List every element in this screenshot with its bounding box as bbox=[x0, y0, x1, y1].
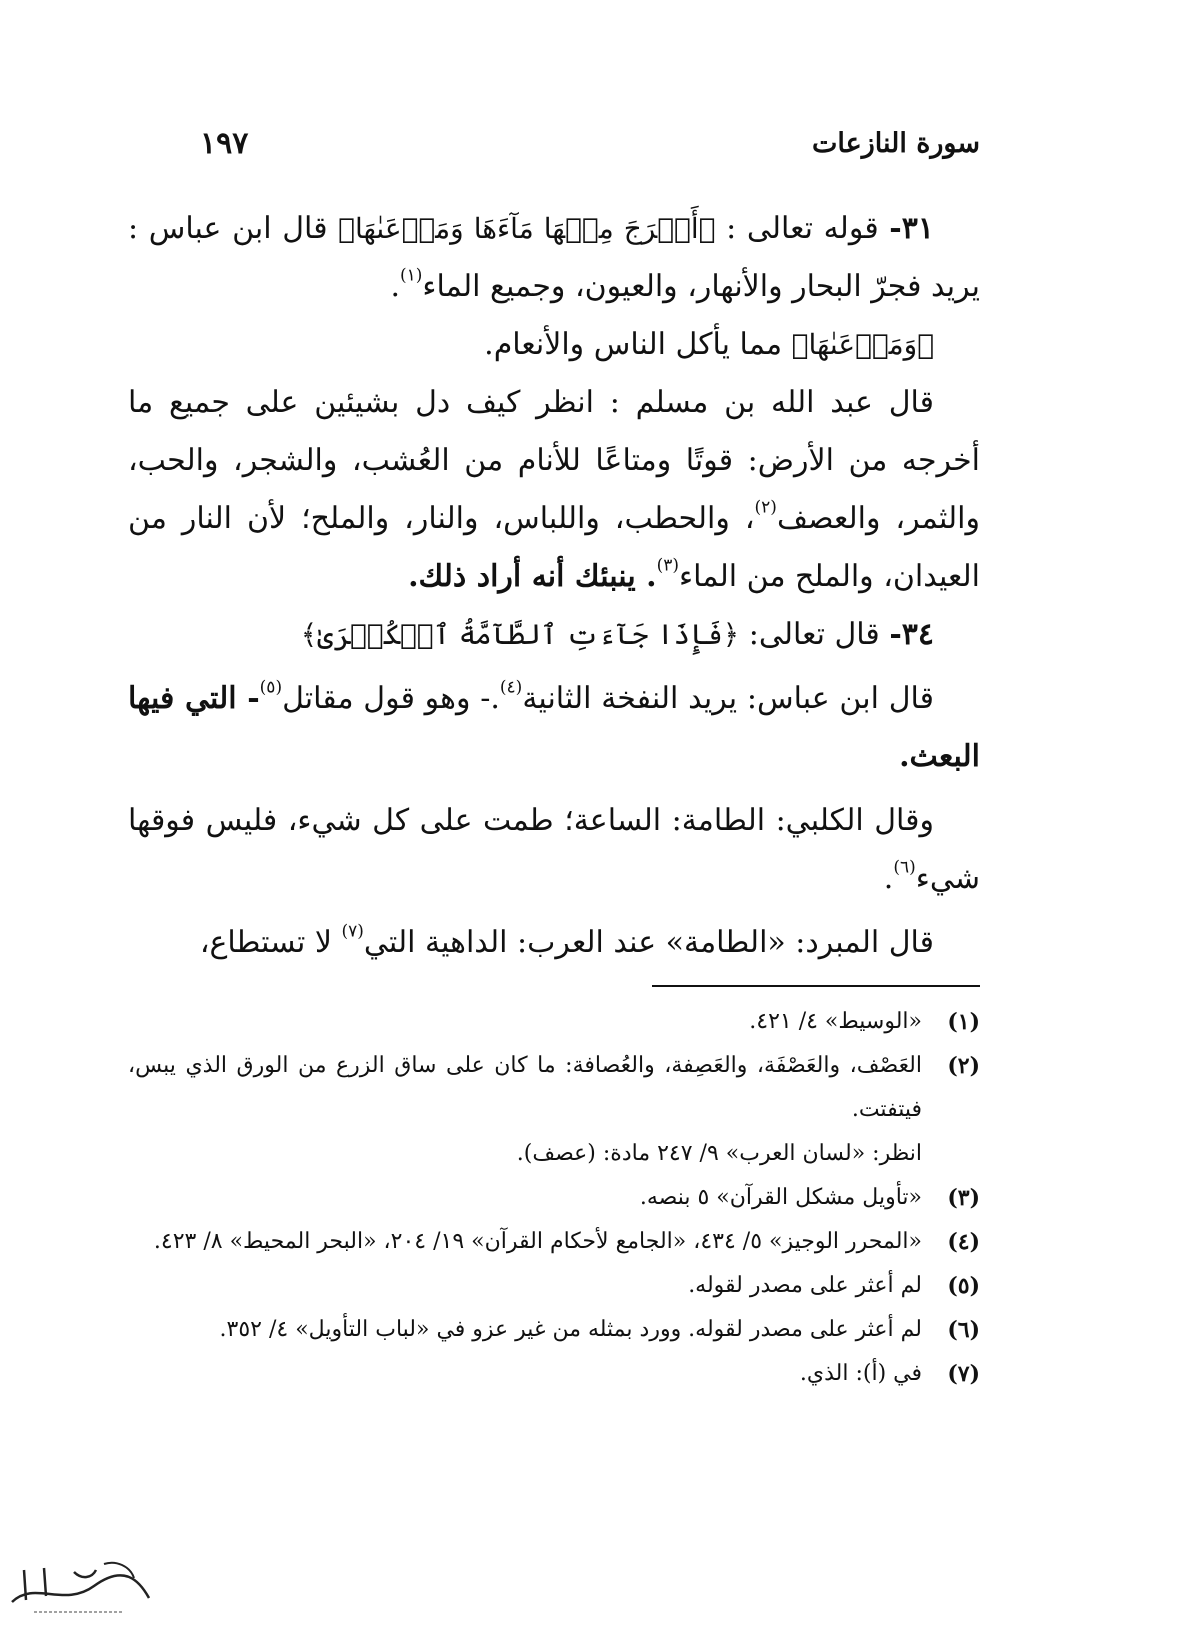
paragraph-marahaa bbox=[128, 316, 980, 374]
footnote-body bbox=[128, 1044, 922, 1176]
footnote-text: «المحرر الوجيز» ٥/ ٤٣٤، «الجامع لأحكام القرآن» ١٩/ ٢٠٤، «البحر المحيط» ٨/ ٤٢٣. bbox=[153, 1229, 922, 1254]
quran-quote: ﴿ فَإِذَا جَآءَتِ ٱلطَّآمَّةُ ٱلۡكُبۡرَىٰ ﴾ bbox=[301, 618, 739, 651]
footnote-item bbox=[128, 1308, 980, 1352]
footnote-ref[interactable]: (٣) bbox=[656, 555, 680, 576]
footnote-ref[interactable]: (٤) bbox=[499, 677, 523, 698]
paragraph-text: .- وهو قول مقاتل bbox=[282, 681, 500, 716]
footnote-ref[interactable]: (٥) bbox=[259, 677, 283, 698]
footnote-number: (٥) bbox=[947, 1273, 980, 1299]
paragraph-mubarrad bbox=[128, 914, 980, 972]
paragraph-text: . bbox=[883, 861, 894, 896]
footnote-number: (٦) bbox=[947, 1317, 980, 1343]
page-number: ١٩٧ bbox=[200, 125, 249, 161]
paragraph-text: مما يأكل الناس والأنعام. bbox=[484, 327, 792, 362]
footnote-text: «تأويل مشكل القرآن» ٥ بنصه. bbox=[639, 1185, 922, 1210]
paragraph-text: . ينبئك أنه أراد ذلك. bbox=[408, 559, 657, 594]
footnote-item bbox=[128, 1044, 980, 1176]
footnotes bbox=[128, 1000, 980, 1396]
footnote-item bbox=[128, 1220, 980, 1264]
paragraph-ibn-muslim bbox=[128, 374, 980, 606]
footnote-item bbox=[128, 1176, 980, 1220]
footnote-number: (١) bbox=[947, 1009, 980, 1035]
quran-quote: ﴿ أَخۡرَجَ مِنۡهَا مَآءَهَا وَمَرۡعَىٰهَا ﴾ bbox=[338, 212, 715, 245]
footnote-text: العَصْف، والعَصْفَة، والعَصِفة، والعُصافة: ما كان على ساق الزرع من الورق الذي يبس، فيتفتت. bbox=[128, 1053, 922, 1122]
footnote-text: لم أعثر على مصدر لقوله. وورد بمثله من غير عزو في «لباب التأويل» ٤/ ٣٥٢. bbox=[219, 1317, 922, 1342]
footnote-divider bbox=[652, 985, 980, 987]
paragraph-text: قال ابن عباس : يريد فجرّ البحار والأنهار، والعيون، وجميع الماء bbox=[128, 211, 980, 304]
footnote-ref[interactable]: (١) bbox=[400, 265, 423, 286]
footnote-item bbox=[128, 1352, 980, 1396]
footnote-ref[interactable]: (٦) bbox=[893, 857, 916, 878]
main-text bbox=[128, 200, 980, 972]
paragraph-text: قال ابن عباس: يريد النفخة الثانية bbox=[522, 681, 934, 716]
paragraph-verse-34 bbox=[128, 606, 980, 664]
verse-number: ٣٤- bbox=[889, 617, 934, 652]
paragraph-text: قال عبد الله بن مسلم : انظر كيف دل بشيئين على جميع ما أخرجه من الأرض: قوتًا ومتاعًا للأنام من العُشب، والشجر، والحب، والثمر، والعصف bbox=[128, 385, 980, 536]
footnote-number: (٣) bbox=[947, 1185, 980, 1211]
footnote-item bbox=[128, 1000, 980, 1044]
verse-number: ٣١- bbox=[889, 211, 934, 246]
footnote-number: (٤) bbox=[947, 1229, 980, 1255]
paragraph-text: قوله تعالى : bbox=[715, 211, 890, 246]
footnote-number: (٢) bbox=[947, 1053, 980, 1079]
footnote-ref[interactable]: (٧) bbox=[341, 921, 364, 942]
paragraph-text: - التي فيها البعث. bbox=[128, 681, 980, 774]
footnote-subtext: انظر: «لسان العرب» ٩/ ٢٤٧ مادة: (عصف). bbox=[516, 1141, 922, 1166]
paragraph-text: وقال الكلبي: الطامة: الساعة؛ طمت على كل شيء، فليس فوقها شيء bbox=[128, 803, 980, 896]
footnote-text: «الوسيط» ٤/ ٤٢١. bbox=[749, 1009, 922, 1034]
paragraph-text: قال تعالى: bbox=[739, 617, 890, 652]
paragraph-verse-31 bbox=[128, 200, 980, 316]
paragraph-kalbi bbox=[128, 792, 980, 908]
paragraph-ibn-abbas bbox=[128, 670, 980, 786]
footnote-item bbox=[128, 1264, 980, 1308]
footnote-number: (٧) bbox=[947, 1361, 980, 1387]
paragraph-text: . bbox=[390, 269, 400, 304]
page-header bbox=[200, 118, 980, 168]
quran-quote: ﴿ وَمَرۡعَىٰهَا ﴾ bbox=[792, 328, 934, 361]
footnote-text: في (أ): الذي. bbox=[799, 1361, 922, 1386]
library-stamp-logo bbox=[4, 1550, 154, 1620]
footnote-ref[interactable]: (٢) bbox=[754, 497, 777, 518]
paragraph-text: قال المبرد: «الطامة» عند العرب: الداهية التي bbox=[363, 925, 934, 960]
paragraph-text: لا تستطاع، bbox=[199, 925, 342, 960]
footnote-text: لم أعثر على مصدر لقوله. bbox=[688, 1273, 922, 1298]
paragraph-text: ، والحطب، واللباس، والنار، والملح؛ لأن النار من العيدان، والملح من الماء bbox=[128, 501, 980, 594]
surah-title: سورة النازعات bbox=[811, 127, 980, 159]
